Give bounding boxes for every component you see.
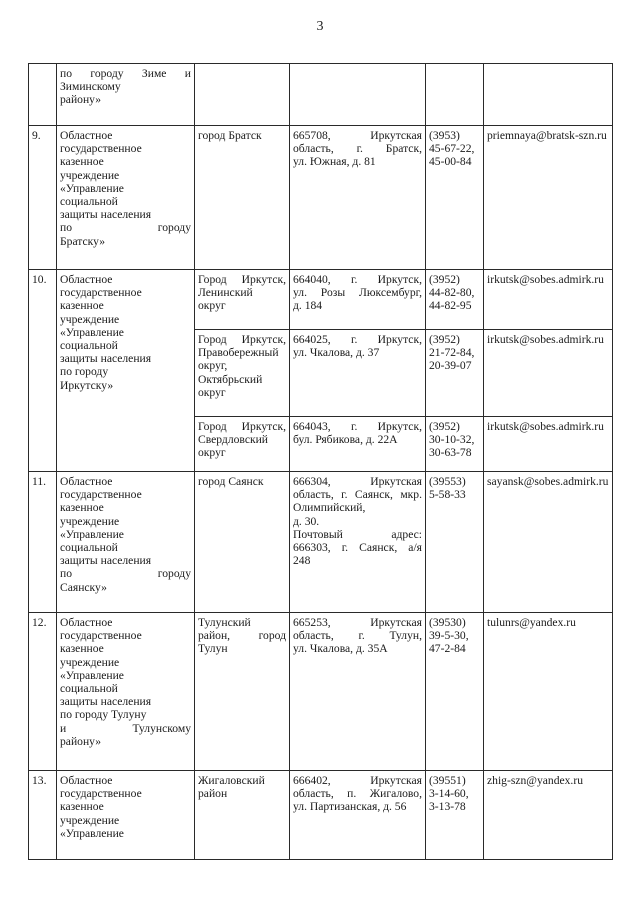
name-line: казенное: [60, 800, 104, 814]
email-cell: irkutsk@sobes.admirk.ru: [484, 330, 613, 417]
address-line: ул. Розы Люксембург,: [293, 286, 422, 300]
institution-name-cell: [57, 64, 195, 126]
area-cell: [195, 771, 290, 860]
email-cell: priemnaya@bratsk-szn.ru: [484, 126, 613, 270]
row-number-cell: 11.: [29, 472, 57, 613]
name-line: учреждение: [60, 655, 120, 669]
area-cell: город Братск: [195, 126, 290, 270]
phone-line: (39553): [429, 475, 466, 488]
phone-line: (3953): [429, 129, 460, 142]
area-line: округ: [198, 299, 226, 313]
email-cell: [484, 64, 613, 126]
phone-line: 30-63-78: [429, 446, 472, 460]
phone-cell: [426, 64, 484, 126]
address-line: 666303, г. Саянск, а/я: [293, 541, 422, 555]
page-number: 3: [316, 19, 324, 34]
phone-cell: [426, 270, 484, 330]
phone-line: (3952): [429, 273, 460, 286]
row-number-cell: 10.: [29, 270, 57, 472]
address-line: Олимпийский,: [293, 501, 366, 515]
phone-line: 47-2-84: [429, 642, 466, 656]
name-line: защиты населения: [60, 208, 152, 222]
name-line: казенное: [60, 501, 104, 515]
table-row: [29, 270, 613, 330]
phone-cell: [426, 771, 484, 860]
phone-line: 44-82-80,: [429, 286, 475, 300]
address-line: область, г. Братск,: [293, 142, 422, 156]
name-line: и Тулунскому: [60, 721, 191, 735]
name-line: Областное: [60, 273, 113, 286]
name-line: Областное: [60, 129, 113, 142]
row-number-cell: 12.: [29, 613, 57, 771]
name-line: по городу: [60, 221, 191, 235]
address-cell: [290, 330, 426, 417]
name-line: «Управление: [60, 668, 124, 682]
institution-name-cell: [57, 126, 195, 270]
email-cell: irkutsk@sobes.admirk.ru: [484, 270, 613, 330]
phone-line: 39-5-30,: [429, 629, 469, 643]
name-line: по городу: [60, 365, 109, 379]
phone-cell: [426, 472, 484, 613]
phone-line: 45-67-22,: [429, 142, 475, 156]
area-line: район, город: [198, 629, 286, 643]
address-cell: [290, 613, 426, 771]
address-line: Почтовый адрес:: [293, 527, 422, 541]
area-line: Правобережный: [198, 346, 279, 360]
name-line: Зиминскому: [60, 80, 121, 94]
name-line: государственное: [60, 629, 142, 643]
address-cell: [290, 771, 426, 860]
address-line: 664040, г. Иркутск,: [293, 273, 422, 286]
phone-line: 3-14-60,: [429, 787, 469, 801]
area-line: Ленинский: [198, 286, 253, 300]
phone-line: (3952): [429, 420, 460, 433]
phone-line: 45-00-84: [429, 155, 472, 169]
phone-line: 30-10-32,: [429, 433, 475, 447]
name-line: Братску»: [60, 234, 106, 248]
name-line: учреждение: [60, 813, 120, 827]
phone-line: (39551): [429, 774, 466, 787]
name-line: казенное: [60, 642, 104, 656]
phone-line: 3-13-78: [429, 800, 466, 814]
address-line: область, п. Жигалово,: [293, 787, 422, 801]
phone-cell: [426, 417, 484, 472]
name-line: социальной: [60, 541, 118, 555]
address-line: 665708, Иркутская: [293, 129, 422, 142]
address-line: область, г. Тулун,: [293, 629, 422, 643]
name-line: району»: [60, 734, 102, 748]
area-line: район: [198, 787, 228, 801]
name-line: Иркутску»: [60, 378, 114, 392]
address-line: ул. Чкалова, д. 37: [293, 346, 380, 360]
row-number-cell: 9.: [29, 126, 57, 270]
address-line: 666402, Иркутская: [293, 774, 422, 787]
email-cell: tulunrs@yandex.ru: [484, 613, 613, 771]
address-line: 248: [293, 554, 311, 568]
table-row: [29, 613, 613, 771]
address-line: область, г. Саянск, мкр.: [293, 488, 422, 502]
area-line: округ: [198, 446, 226, 460]
email-cell: sayansk@sobes.admirk.ru: [484, 472, 613, 613]
name-line: государственное: [60, 787, 142, 801]
name-line: Областное: [60, 616, 113, 629]
name-line: казенное: [60, 155, 104, 169]
name-line: государственное: [60, 488, 142, 502]
address-cell: [290, 64, 426, 126]
phone-line: 5-58-33: [429, 488, 466, 502]
name-line: учреждение: [60, 168, 120, 182]
institution-name-cell: [57, 472, 195, 613]
area-cell: город Саянск: [195, 472, 290, 613]
name-line: по городу Зиме и: [60, 67, 191, 80]
institution-name-cell: [57, 270, 195, 472]
phone-cell: [426, 330, 484, 417]
social-protection-offices-table: [28, 63, 613, 860]
row-number-cell: 13.: [29, 771, 57, 860]
phone-line: 21-72-84,: [429, 346, 475, 360]
phone-line: 20-39-07: [429, 359, 472, 373]
area-cell: [195, 64, 290, 126]
name-line: социальной: [60, 682, 118, 696]
address-line: 665253, Иркутская: [293, 616, 422, 629]
name-line: по городу: [60, 567, 191, 581]
address-line: ул. Чкалова, д. 35А: [293, 642, 388, 656]
area-line: Город Иркутск,: [198, 273, 286, 286]
area-line: Октябрьский: [198, 372, 263, 386]
name-line: «Управление: [60, 527, 124, 541]
address-line: ул. Партизанская, д. 56: [293, 800, 407, 814]
name-line: Областное: [60, 774, 113, 787]
phone-line: (3952): [429, 333, 460, 346]
area-line: Город Иркутск,: [198, 420, 286, 433]
name-line: защиты населения: [60, 695, 152, 709]
name-line: Областное: [60, 475, 113, 488]
email-cell: irkutsk@sobes.admirk.ru: [484, 417, 613, 472]
address-line: 664025, г. Иркутск,: [293, 333, 422, 346]
institution-name-cell: [57, 771, 195, 860]
phone-line: 44-82-95: [429, 299, 472, 313]
address-line: д. 30.: [293, 514, 320, 528]
area-cell: [195, 330, 290, 417]
email-cell: zhig-szn@yandex.ru: [484, 771, 613, 860]
name-line: социальной: [60, 195, 118, 209]
name-line: «Управление: [60, 325, 124, 339]
area-line: округ: [198, 385, 226, 399]
name-line: району»: [60, 93, 102, 107]
name-line: «Управление: [60, 826, 124, 840]
address-cell: [290, 472, 426, 613]
name-line: учреждение: [60, 312, 120, 326]
address-line: бул. Рябикова, д. 22А: [293, 433, 398, 447]
name-line: по городу Тулуну: [60, 708, 147, 722]
address-cell: [290, 126, 426, 270]
institution-name-cell: [57, 613, 195, 771]
area-line: Тулунский: [198, 616, 251, 629]
name-line: государственное: [60, 142, 142, 156]
table-row: [29, 126, 613, 270]
name-line: Саянску»: [60, 580, 107, 594]
name-line: учреждение: [60, 514, 120, 528]
address-line: 664043, г. Иркутск,: [293, 420, 422, 433]
table-row: [29, 64, 613, 126]
row-number-cell: [29, 64, 57, 126]
name-line: защиты населения: [60, 554, 152, 568]
address-line: ул. Южная, д. 81: [293, 155, 376, 169]
table-row: [29, 771, 613, 860]
area-line: Тулун: [198, 642, 228, 656]
name-line: казенное: [60, 299, 104, 313]
area-cell: [195, 417, 290, 472]
phone-cell: [426, 613, 484, 771]
name-line: «Управление: [60, 181, 124, 195]
name-line: социальной: [60, 339, 118, 353]
area-line: Город Иркутск,: [198, 333, 286, 346]
area-cell: [195, 613, 290, 771]
address-cell: [290, 270, 426, 330]
table-row: [29, 472, 613, 613]
area-line: Свердловский: [198, 433, 269, 447]
address-line: 666304, Иркутская: [293, 475, 422, 488]
name-line: государственное: [60, 286, 142, 300]
address-cell: [290, 417, 426, 472]
phone-line: (39530): [429, 616, 466, 629]
area-line: округ,: [198, 359, 228, 373]
name-line: защиты населения: [60, 352, 152, 366]
phone-cell: [426, 126, 484, 270]
area-line: Жигаловский: [198, 774, 265, 787]
area-cell: [195, 270, 290, 330]
address-line: д. 184: [293, 299, 323, 313]
